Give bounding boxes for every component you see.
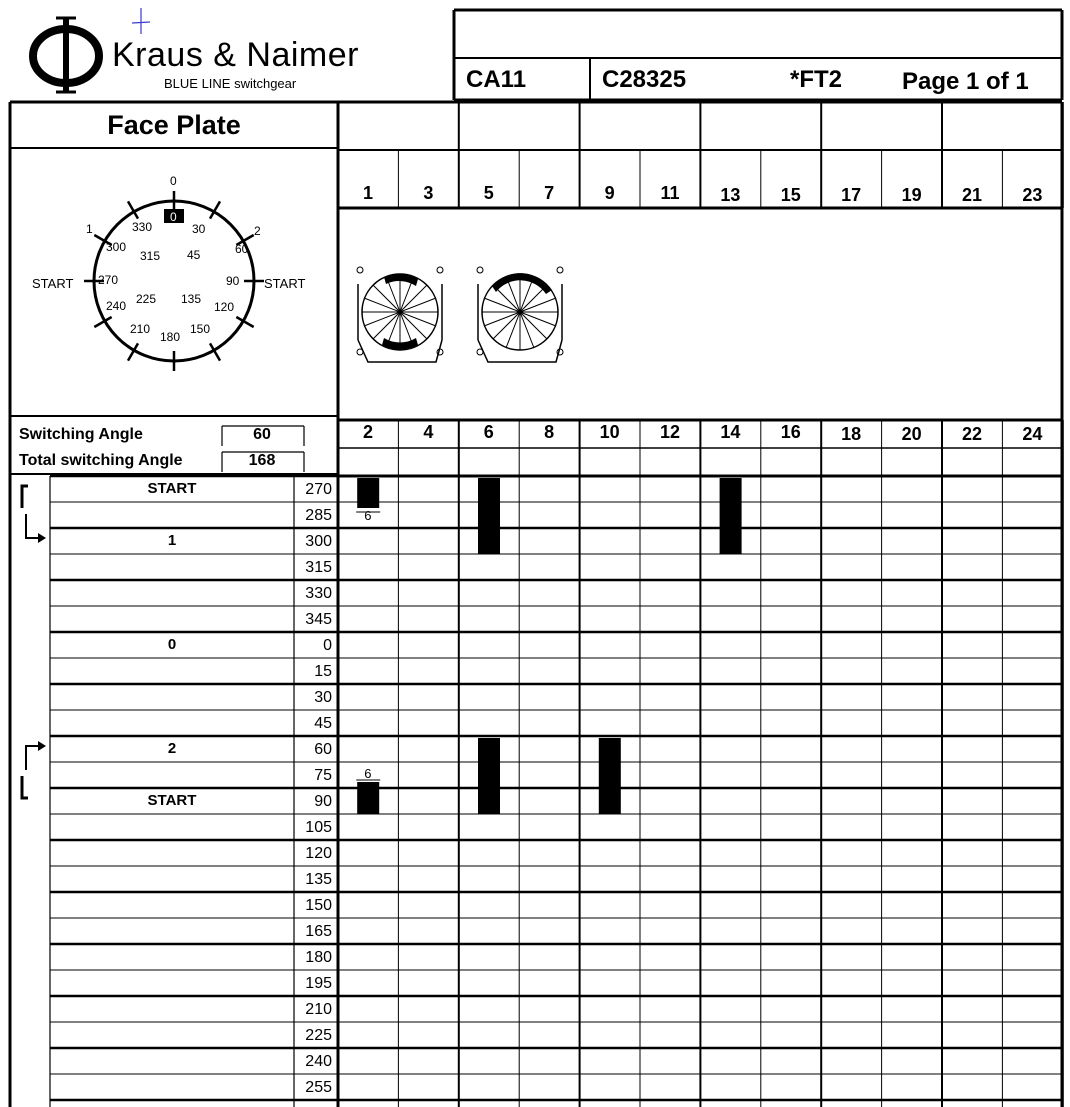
terminal-odd-3: 3 [423, 183, 434, 203]
position-label: 0 [167, 636, 177, 653]
header-code-2: C28325 [602, 66, 687, 93]
position-angle: 285 [305, 507, 332, 524]
terminal-even-16: 16 [780, 422, 801, 442]
terminal-even-24: 24 [1022, 424, 1043, 444]
dial-number: 225 [136, 292, 157, 306]
position-angle: 225 [305, 1027, 332, 1044]
dial-number: 30 [192, 222, 206, 236]
terminal-odd-11: 11 [660, 183, 680, 203]
terminal-odd-21: 21 [961, 185, 983, 205]
dial-start-left: START [32, 276, 74, 291]
position-angle: 210 [305, 1001, 332, 1018]
brand-subtitle: BLUE LINE switchgear [164, 76, 297, 91]
position-angle: 90 [314, 793, 332, 810]
position-angle: 45 [314, 715, 332, 732]
header-code-3: *FT2 [790, 66, 843, 93]
terminal-odd-9: 9 [604, 183, 615, 203]
cam-diagram-1-icon [346, 262, 456, 372]
position-angle: 345 [305, 611, 332, 628]
terminal-odd-13: 13 [720, 185, 741, 205]
position-angle: 75 [314, 767, 332, 784]
dial-number: 150 [190, 322, 211, 336]
face-plate-title: Face Plate [107, 110, 241, 140]
position-angle: 315 [305, 559, 332, 576]
position-angle: 195 [305, 975, 332, 992]
position-label: 1 [167, 532, 177, 549]
dial-start-right: START [264, 276, 306, 291]
dial-right-label: 2 [254, 224, 261, 238]
position-label: START [147, 792, 197, 809]
dial-number: 135 [181, 292, 202, 306]
position-label: 2 [167, 740, 177, 757]
dial-number: 120 [214, 300, 235, 314]
terminal-odd-5: 5 [483, 183, 494, 203]
terminal-even-4: 4 [423, 422, 434, 442]
cam-diagram-2-icon [466, 262, 576, 372]
dial-number: 210 [130, 322, 151, 336]
dial-number: 60 [235, 242, 249, 256]
contact-bar-1-2 [357, 782, 379, 814]
terminal-even-14: 14 [720, 422, 741, 442]
terminal-odd-1: 1 [362, 183, 373, 203]
contact-bar-3-4 [478, 738, 500, 814]
switching-angle-value: 60 [253, 426, 271, 443]
contact-bar-3-4 [478, 478, 500, 554]
page-indicator: Page 1 of 1 [902, 68, 1029, 95]
face-plate-dial [10, 150, 338, 415]
dial-top-label: 0 [170, 174, 177, 188]
position-angle: 15 [314, 663, 332, 680]
dial-number: 270 [98, 273, 119, 287]
position-angle: 150 [305, 897, 332, 914]
brand-name: Kraus & Naimer [112, 36, 359, 74]
dial-number: 0 [170, 210, 177, 224]
total-switching-angle-label: Total switching Angle [19, 452, 183, 469]
terminal-even-12: 12 [659, 422, 681, 442]
contact-bar-5-6 [599, 738, 621, 814]
terminal-even-6: 6 [483, 422, 494, 442]
dial-number: 300 [106, 240, 127, 254]
position-angle: 105 [305, 819, 332, 836]
position-angle: 270 [305, 481, 332, 498]
dial-number: 45 [187, 248, 201, 262]
contact-note: 6 [364, 508, 372, 523]
header-code-1: CA11 [466, 66, 527, 93]
terminal-even-18: 18 [841, 424, 862, 444]
terminal-even-8: 8 [544, 422, 555, 442]
dial-number: 180 [160, 330, 181, 344]
position-angle: 0 [323, 637, 332, 654]
dial-left-label: 1 [86, 222, 93, 236]
position-angle: 330 [305, 585, 332, 602]
dial-number: 240 [106, 299, 127, 313]
position-label: START [147, 480, 197, 497]
terminal-odd-7: 7 [544, 183, 555, 203]
dial-number: 90 [226, 274, 240, 288]
terminal-odd-23: 23 [1022, 185, 1043, 205]
total-switching-angle-value: 168 [248, 452, 276, 469]
dial-number: 315 [140, 249, 161, 263]
position-angle: 165 [305, 923, 332, 940]
position-angle: 240 [305, 1053, 332, 1070]
terminal-even-10: 10 [599, 422, 620, 442]
position-angle: 60 [314, 741, 332, 758]
position-angle: 300 [305, 533, 332, 550]
terminal-even-20: 20 [901, 424, 922, 444]
dial-number: 330 [132, 220, 153, 234]
terminal-odd-15: 15 [780, 185, 801, 205]
terminal-odd-19: 19 [901, 185, 922, 205]
position-angle: 255 [305, 1079, 332, 1096]
contact-note: 6 [364, 766, 372, 781]
terminal-odd-17: 17 [841, 185, 862, 205]
contact-bar-7-8 [720, 478, 742, 554]
terminal-even-2: 2 [362, 422, 373, 442]
terminal-even-22: 22 [961, 424, 983, 444]
position-angle: 135 [305, 871, 332, 888]
position-angle: 120 [305, 845, 332, 862]
position-angle: 30 [314, 689, 332, 706]
contact-bar-1-2 [357, 478, 379, 508]
position-angle: 180 [305, 949, 332, 966]
switching-angle-label: Switching Angle [19, 426, 143, 443]
start-bracket-bottom-icon [14, 736, 50, 802]
start-bracket-top-icon [14, 484, 50, 548]
